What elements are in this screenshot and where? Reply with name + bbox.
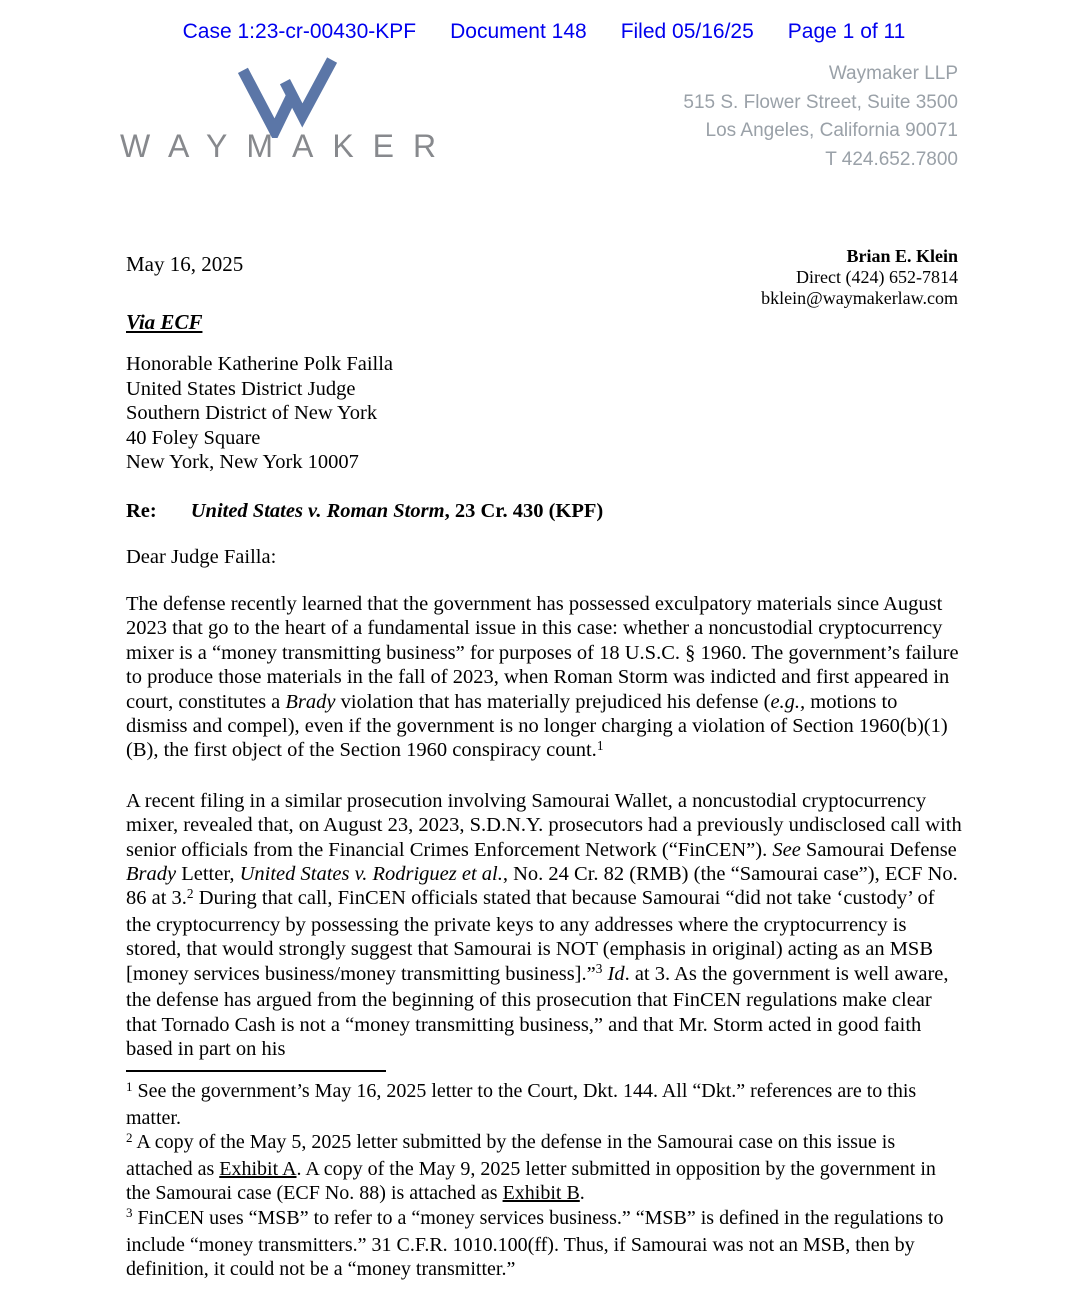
author-phone: Direct (424) 652-7814 xyxy=(796,267,958,287)
waymaker-logo-icon xyxy=(228,56,346,138)
firm-address-line: T 424.652.7800 xyxy=(825,148,958,170)
footnote: $^3$ FinCEN uses “MSB” to refer to a “money services business.” “MSB” is defined in the regulations to include “money transmitters.” 31 C.F.R. 1010.100(ff). Thus, if Samourai was not an MSB, then by definition, it could not be a “money transmitter.” xyxy=(126,1205,944,1281)
recipient-line: Honorable Katherine Polk Failla xyxy=(126,353,394,375)
firm-address-line: Los Angeles, California 90071 xyxy=(705,120,958,141)
re-label: Re: xyxy=(126,500,157,522)
court-filing-header xyxy=(0,20,1088,44)
re-line xyxy=(126,500,603,523)
re-case-name: United States v. Roman Storm xyxy=(190,500,445,522)
letter-date: May 16, 2025 xyxy=(126,252,244,276)
case-number: Case 1:23-cr-00430-KPF xyxy=(182,20,417,43)
footnotes-section xyxy=(126,1070,962,1282)
recipient-line: United States District Judge xyxy=(126,377,356,400)
firm-address-line: 515 S. Flower Street, Suite 3500 xyxy=(683,91,958,113)
body-paragraph: The defense recently learned that the government has possessed exculpatory materials since August 2023 that go to the heart of a fundamental issue in this case: whether a noncustodial cryptocurrency mixer is a “money transmitting business” for purposes of 18 U.S.C. § 1960. The government’s failure to produce those materials in the fall of 2023, when Roman Storm was indicted and first appeared in court, constitutes a Brady violation that has materially prejudiced his defense (e.g., motions to dismiss and compel), even if the government is no longer charging a violation of Section 1960(b)(1)(B), the first object of the Section 1960 conspiracy count.$^1$ xyxy=(126,593,959,762)
date-contact-row xyxy=(126,246,958,309)
firm-address-block xyxy=(683,56,958,174)
footnote: $^2$ A copy of the May 5, 2025 letter submitted by the defense in the Samourai case on this issue is attached as Exhibit A. A copy of the May 9, 2025 letter submitted in opposition by the government in the Samourai case (ECF No. 88) is attached as Exhibit B. xyxy=(126,1129,936,1205)
recipient-line: New York, New York 10007 xyxy=(126,451,359,474)
recipient-address-block xyxy=(126,352,393,475)
via-ecf-label: Via ECF xyxy=(126,310,203,334)
waymaker-wordmark: WAYMAKER xyxy=(120,128,456,164)
document-number: Document 148 xyxy=(450,20,587,43)
letterhead xyxy=(120,56,958,174)
author-name: Brian E. Klein xyxy=(846,246,958,266)
author-contact-block xyxy=(761,246,958,309)
letter-body xyxy=(126,592,962,1061)
re-case-number: , 23 Cr. 430 (KPF) xyxy=(444,500,604,522)
firm-address-line: Waymaker LLP xyxy=(828,63,958,84)
firm-logo xyxy=(120,56,455,165)
salutation: Dear Judge Failla: xyxy=(126,546,277,568)
recipient-line: Southern District of New York xyxy=(126,402,378,425)
author-email: bklein@waymakerlaw.com xyxy=(761,288,958,308)
footnote-separator xyxy=(126,1070,386,1072)
filed-date: Filed 05/16/25 xyxy=(620,20,754,43)
footnote: $^1$ See the government’s May 16, 2025 letter to the Court, Dkt. 144. All “Dkt.” references are to this matter. xyxy=(126,1078,917,1129)
page-number: Page 1 of 11 xyxy=(787,20,906,43)
body-paragraph: A recent filing in a similar prosecution involving Samourai Wallet, a noncustodial cryptocurrency mixer, revealed that, on August 23, 2023, S.D.N.Y. prosecutors had a previously undisclosed call with senior officials from the Financial Crimes Enforcement Network (“FinCEN”). See Samourai Defense Brady Letter, United States v. Rodriguez et al., No. 24 Cr. 82 (RMB) (the “Samourai case”), ECF No. 86 at 3.$^2$ During that call, FinCEN officials stated that because Samourai “did not take ‘custody’ of the cryptocurrency by possessing the private keys to any addresses where the cryptocurrency is stored, that would strongly suggest that Samourai is NOT (emphasis in original) acting as an MSB [money services business/money transmitting business].”$^3$ Id. at 3. As the government is well aware, the defense has argued from the beginning of this prosecution that FinCEN regulations make clear that Tornado Cash is not a “money transmitting business,” and that Mr. Storm acted in good faith based in part on his xyxy=(126,789,962,1060)
recipient-line: 40 Foley Square xyxy=(126,426,261,449)
